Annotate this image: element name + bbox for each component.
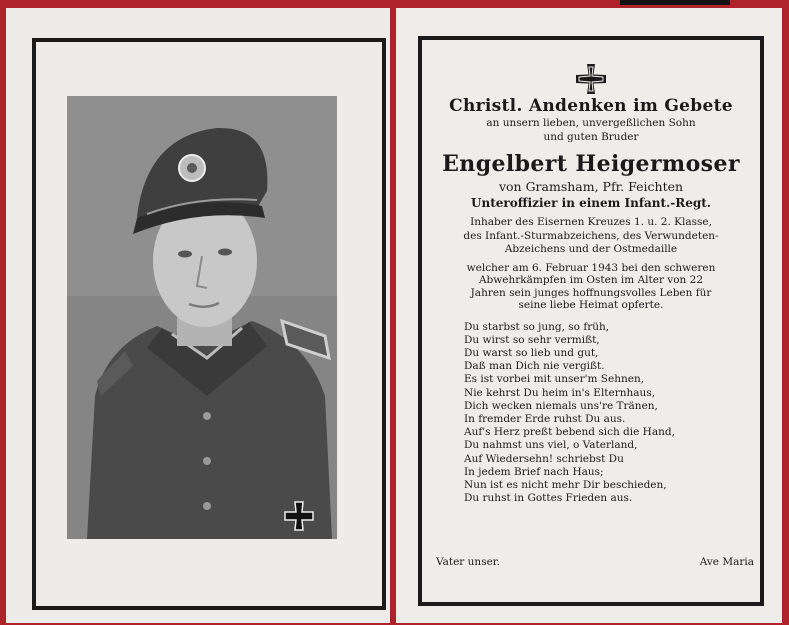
- poem-line: Nie kehrst Du heim in's Elternhaus,: [464, 386, 656, 399]
- poem-line: Du nahmst uns viel, o Vaterland,: [464, 439, 638, 452]
- left-card: [6, 8, 390, 623]
- prayer-ave-maria: Ave Maria: [699, 556, 754, 568]
- honors-line: Inhaber des Eisernen Kreuzes 1. u. 2. Klasse,: [470, 216, 712, 228]
- poem-line: Auf Wiedersehn! schriebst Du: [464, 452, 624, 465]
- poem-line: In jedem Brief nach Haus;: [464, 465, 604, 478]
- poem-line: Du starbst so jung, so früh,: [464, 320, 610, 333]
- poem-line: Dich wecken niemals uns're Tränen,: [464, 399, 658, 412]
- intro-line-1: an unsern lieben, unvergeßlichen Sohn: [486, 117, 696, 129]
- honors-line: Abzeichens und der Ostmedaille: [504, 243, 678, 255]
- deceased-name: Engelbert Heigermoser: [442, 151, 740, 177]
- honors-block: [426, 216, 756, 257]
- right-card: [396, 8, 782, 623]
- death-line: seine liebe Heimat opferte.: [518, 299, 664, 311]
- death-line: Abwehrkämpfen im Osten im Alter von 22: [478, 274, 704, 286]
- death-paragraph: [426, 262, 756, 312]
- poem-line: Daß man Dich nie vergißt.: [464, 360, 605, 373]
- poem-line: Du ruhst in Gottes Frieden aus.: [464, 492, 633, 505]
- portrait-illustration: [67, 96, 337, 539]
- death-line: Jahren sein junges hoffnungsvolles Leben für: [470, 286, 712, 299]
- memorial-text: [426, 88, 756, 505]
- poem-line: Du wirst so sehr vermißt,: [464, 333, 600, 346]
- poem-line: Auf's Herz preßt bebend sich die Hand,: [464, 426, 675, 439]
- rank-line: Unteroffizier in einem Infant.-Regt.: [471, 196, 711, 210]
- corner-edge: [620, 0, 730, 5]
- memorial-heading: Christl. Andenken im Gebete: [449, 96, 733, 116]
- poem-line: In fremder Erde ruhst Du aus.: [464, 412, 626, 425]
- poem-line: Es ist vorbei mit unser'm Sehnen,: [464, 373, 645, 386]
- honors-line: des Infant.-Sturmabzeichens, des Verwundeten-: [463, 229, 719, 242]
- origin-line: von Gramsham, Pfr. Feichten: [498, 179, 684, 194]
- prayer-our-father: Vater unser.: [436, 556, 500, 568]
- prayers-row: [426, 556, 764, 568]
- poem: [464, 321, 756, 506]
- death-line: welcher am 6. Februar 1943 bei den schweren: [466, 261, 716, 274]
- poem-line: Du warst so lieb und gut,: [464, 346, 599, 359]
- soldier-photo: [67, 96, 337, 539]
- intro-line-2: und guten Bruder: [543, 131, 639, 143]
- poem-line: Nun ist es nicht mehr Dir beschieden,: [464, 478, 667, 491]
